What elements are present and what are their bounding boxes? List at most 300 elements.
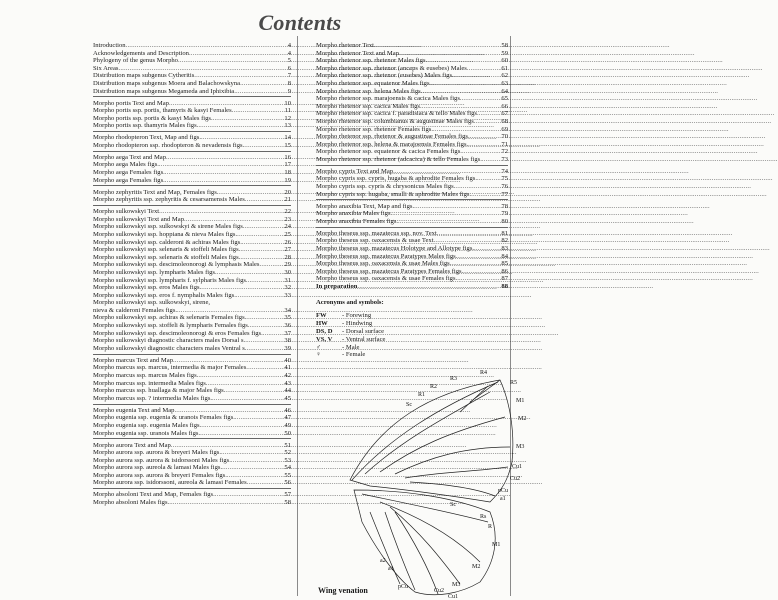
toc-entry[interactable] <box>93 100 291 108</box>
toc-entry-page: 5 <box>287 57 291 65</box>
toc-entry[interactable] <box>93 364 291 372</box>
toc-entry[interactable] <box>93 307 291 315</box>
venation-label: Cu1 <box>512 464 523 470</box>
toc-entry[interactable] <box>93 479 291 487</box>
toc-entry-page: 35 <box>284 314 291 322</box>
toc-entry[interactable] <box>93 161 291 169</box>
leader-dots <box>249 322 283 330</box>
section-divider <box>93 185 291 186</box>
toc-entry-title: Distribution maps subgenus Cytheritis <box>93 72 195 80</box>
leader-dots <box>451 260 500 268</box>
leader-dots <box>482 156 501 164</box>
toc-entry-page: 31 <box>284 276 291 284</box>
leader-dots <box>217 269 284 277</box>
toc-entry-title: Morpho portis ssp. portis & kasyi Males figs. <box>93 114 213 122</box>
leader-dots <box>422 88 500 96</box>
toc-entry-title: Morpho absoloni Text and Map, Females figs. <box>93 491 215 499</box>
toc-entry[interactable] <box>93 80 291 88</box>
toc-entry-title: Morpho cypris ssp. hugaba, smalli & aphrodite Males figs. <box>316 190 472 198</box>
toc-entry-page: 82 <box>501 237 508 245</box>
toc-entry[interactable] <box>93 107 291 115</box>
legend-item <box>316 328 508 336</box>
leader-dots <box>457 275 500 283</box>
leader-dots <box>177 307 283 315</box>
venation-label: a1 <box>388 566 394 572</box>
toc-entry-title: Morpho rhetenor ssp. helena & marajoensis Females figs. <box>316 140 469 148</box>
toc-entry-page: 27 <box>284 246 291 254</box>
legend-value: - Forewing <box>342 312 372 320</box>
toc-entry[interactable] <box>93 269 291 277</box>
toc-entry-title: Morpho aurora ssp. aurora & breyeri Females figs. <box>93 471 227 479</box>
toc-entry[interactable] <box>93 499 291 507</box>
leader-dots <box>169 499 283 507</box>
toc-entry-title: Introduction <box>93 42 126 49</box>
toc-entry-title: Morpho marcus ssp. marcus Males figs. <box>93 372 199 379</box>
toc-entry[interactable] <box>93 57 291 65</box>
toc-entry[interactable] <box>93 330 291 338</box>
leader-dots <box>173 357 283 365</box>
toc-entry[interactable] <box>93 177 291 185</box>
toc-entry-page: 45 <box>284 394 291 402</box>
toc-entry-page: 76 <box>501 183 508 191</box>
leader-dots <box>479 110 501 118</box>
toc-entry[interactable] <box>316 72 508 80</box>
legend-title: Acronyms and symbols: <box>316 298 384 306</box>
toc-entry-page: 23 <box>284 215 291 223</box>
toc-entry-title: Morpho sulkowskyi Text <box>93 208 160 216</box>
toc-entry[interactable] <box>93 464 291 472</box>
toc-entry-page: 6 <box>287 64 291 72</box>
toc-entry[interactable] <box>316 210 508 218</box>
toc-entry[interactable] <box>93 357 291 365</box>
toc-entry[interactable] <box>316 191 508 199</box>
toc-entry-title: Morpho portis ssp. thamyris Males figs. <box>93 122 199 130</box>
toc-entry[interactable] <box>316 218 508 226</box>
leader-dots <box>242 239 284 247</box>
toc-entry[interactable] <box>93 387 291 395</box>
toc-entry-page: 71 <box>501 140 508 148</box>
toc-entry-page: 53 <box>284 456 291 464</box>
leader-dots <box>455 183 500 191</box>
legend-key: ♂ <box>316 343 321 351</box>
leader-dots <box>232 107 284 115</box>
toc-entry-title: Morpho sulkowskyi ssp. lympharis Males figs. <box>93 268 217 276</box>
toc-entry[interactable] <box>316 275 508 283</box>
toc-entry-page: 57 <box>284 491 291 499</box>
toc-entry-title: Acknowledgements and Description <box>93 49 189 57</box>
leader-dots <box>476 118 501 126</box>
toc-entry[interactable] <box>93 292 291 300</box>
toc-entry-page: 58 <box>501 42 508 49</box>
toc-entry-page: 4 <box>287 42 291 49</box>
toc-entry[interactable] <box>93 277 291 285</box>
leader-dots <box>245 337 283 345</box>
venation-label: Sc <box>450 502 456 508</box>
toc-entry-page: 54 <box>284 464 291 472</box>
legend-key: DS, D <box>316 327 333 335</box>
legend-item <box>316 351 508 359</box>
leader-dots <box>462 148 500 156</box>
leader-dots <box>437 230 501 238</box>
leader-dots <box>240 254 283 262</box>
leader-dots <box>260 261 284 269</box>
toc-entry[interactable] <box>93 196 291 204</box>
toc-entry[interactable] <box>93 246 291 254</box>
leader-dots <box>165 177 284 185</box>
toc-entry-title: Morpho zephyritis ssp. zephyritis & cesarsamensis Males <box>93 196 245 204</box>
leader-dots <box>467 65 501 73</box>
toc-entry[interactable] <box>316 237 508 245</box>
leader-dots <box>159 161 283 169</box>
acronyms-legend <box>316 299 508 360</box>
toc-entry[interactable] <box>93 42 291 50</box>
toc-entry-title: Distribution maps subgenus Megameda and Iphixibia <box>93 87 235 95</box>
leader-dots <box>198 372 283 380</box>
toc-entry-page: 21 <box>284 196 291 204</box>
toc-entry-title: Morpho theseus ssp. mazatecus ssp. nov. Text <box>316 229 437 237</box>
toc-entry-title: Morpho sulkowskyi ssp. eros f. nymphalis Males figs. <box>93 291 236 299</box>
toc-entry[interactable] <box>93 457 291 465</box>
toc-entry-title: nieva & calderoni Females figs. <box>93 306 178 314</box>
toc-entry-page: 62 <box>501 72 508 80</box>
toc-entry[interactable] <box>93 115 291 123</box>
toc-entry-page: 67 <box>501 110 508 118</box>
leader-dots <box>457 253 500 261</box>
toc-entry-title: Morpho rhetenor ssp. cacica Males figs. <box>316 102 422 110</box>
toc-entry[interactable] <box>93 208 291 216</box>
venation-label: Rs <box>480 514 487 520</box>
toc-entry-page: 34 <box>284 306 291 314</box>
toc-entry-title: Morpho rhetenor ssp. equatenor Males figs. <box>316 79 432 87</box>
toc-entry-page: 11 <box>284 107 291 115</box>
toc-entry[interactable] <box>93 134 291 142</box>
legend-value: - Hindwing <box>342 320 373 328</box>
leader-dots <box>234 88 287 96</box>
venation-label: Cu1 <box>448 594 459 600</box>
leader-dots <box>118 65 286 73</box>
toc-entry-title: Morpho rhetenor ssp. rhetenor Males figs. <box>316 57 428 65</box>
toc-entry[interactable] <box>93 88 291 96</box>
toc-entry-page: 72 <box>501 148 508 156</box>
toc-entry[interactable] <box>316 283 508 291</box>
section-divider <box>316 199 508 200</box>
toc-entry-title: Morpho theseus ssp. oaxacensis & usae Males figs. <box>316 260 452 268</box>
section-divider <box>93 151 291 152</box>
toc-entry[interactable] <box>316 126 508 134</box>
toc-entry[interactable] <box>93 231 291 239</box>
toc-entry[interactable] <box>93 407 291 415</box>
leader-dots <box>468 141 500 149</box>
toc-entry-page: 25 <box>284 230 291 238</box>
toc-entry-page: 74 <box>501 167 508 175</box>
leader-dots <box>263 330 284 338</box>
toc-entry-page: 47 <box>284 414 291 422</box>
leader-dots <box>246 364 283 372</box>
toc-entry[interactable] <box>93 189 291 197</box>
toc-entry-title: Morpho theseus ssp. oaxacensis & usae Text <box>316 237 434 245</box>
toc-entry-page: 43 <box>284 379 291 387</box>
leader-dots <box>194 72 286 80</box>
toc-entry-page: 85 <box>501 260 508 268</box>
toc-entry-page: 37 <box>284 329 291 337</box>
toc-entry-title: Morpho eugenia ssp. uranois Males figs. <box>93 429 201 437</box>
toc-entry-title: Morpho sulkowskyi ssp. lympharis f. sylpharis Males figs. <box>93 276 248 284</box>
legend-value: - Dorsal surface <box>342 327 385 335</box>
toc-entry-title: Morpho theseus ssp. mazatecus Holotype and Allotype figs. <box>316 244 475 252</box>
leader-dots <box>215 491 284 499</box>
leader-dots <box>159 208 283 216</box>
leader-dots <box>247 479 284 487</box>
toc-entry[interactable] <box>316 156 508 164</box>
toc-entry[interactable] <box>93 239 291 247</box>
toc-entry[interactable] <box>93 72 291 80</box>
toc-entry[interactable] <box>316 253 508 261</box>
toc-entry-title: Morpho aega Females figs. <box>93 176 165 184</box>
toc-entry-page: 7 <box>287 72 291 80</box>
toc-entry[interactable] <box>316 65 508 73</box>
leader-dots <box>240 246 283 254</box>
leader-dots <box>213 115 284 123</box>
toc-entry[interactable] <box>93 395 291 403</box>
toc-entry[interactable] <box>93 491 291 499</box>
toc-entry-title: Morpho rhetenor Text and Map <box>316 49 399 57</box>
toc-entry-title: Morpho rhetenor ssp. rhetenor Females figs. <box>316 125 434 133</box>
toc-entry[interactable] <box>316 245 508 253</box>
toc-entry[interactable] <box>316 95 508 103</box>
toc-entry-title: Morpho rhodopteron Text, Map and figs. <box>93 134 202 142</box>
toc-entry-page: 18 <box>284 169 291 177</box>
toc-entry-title: Morpho portis ssp. portis, thamyris & kasyi Females <box>93 107 232 115</box>
toc-entry-page: 69 <box>501 125 508 133</box>
toc-entry-page: 40 <box>284 356 291 364</box>
toc-entry-page: 77 <box>501 190 508 198</box>
toc-entry[interactable] <box>316 133 508 141</box>
toc-entry-title: Morpho sulkowskyi ssp. sulkowskyi & sirene Males figs. <box>93 223 245 231</box>
leader-dots <box>414 203 500 211</box>
toc-entry-page: 65 <box>501 95 508 103</box>
toc-entry-title: Morpho sulkowskyi diagnostic characters males Ventral s. <box>93 344 247 352</box>
legend-key: HW <box>316 320 328 328</box>
toc-entry[interactable] <box>316 110 508 118</box>
toc-entry[interactable] <box>93 442 291 450</box>
toc-entry[interactable] <box>316 230 508 238</box>
toc-entry[interactable] <box>316 268 508 276</box>
toc-entry-title: Morpho marcus ssp. intermedia Males figs. <box>93 379 208 387</box>
toc-entry-page: 41 <box>284 364 291 372</box>
leader-dots <box>126 42 287 50</box>
toc-entry[interactable] <box>316 168 508 176</box>
leader-dots <box>178 57 287 65</box>
leader-dots <box>169 100 283 108</box>
toc-entry[interactable] <box>93 449 291 457</box>
venation-label: R <box>488 524 493 530</box>
toc-entry[interactable] <box>316 50 508 58</box>
section-divider <box>93 488 291 489</box>
page-title: Contents <box>258 10 342 35</box>
toc-entry-page: 78 <box>501 202 508 210</box>
legend-value: - Female <box>342 351 366 359</box>
toc-entry[interactable] <box>316 57 508 65</box>
toc-entry[interactable] <box>316 260 508 268</box>
toc-entry-title: Morpho sulkowskyi ssp. descimoleonorogi & eros Females figs. <box>93 329 263 337</box>
toc-entry-page: 73 <box>501 155 508 163</box>
toc-entry-title: Morpho sulkowskyi ssp. stoffeli & lympharis Females figs. <box>93 322 250 330</box>
toc-entry-title: Morpho rhetenor ssp. marajoensis & cacica Males figs. <box>316 95 462 103</box>
toc-entry-page: 56 <box>284 479 291 487</box>
toc-entry-page: 24 <box>284 223 291 231</box>
venation-label: pCu <box>498 488 509 494</box>
legend-value: - Male <box>342 343 360 351</box>
legend-item <box>316 320 508 328</box>
toc-entry-title: Morpho eugenia Text and Map <box>93 406 175 414</box>
toc-entry-page: 64 <box>501 87 508 95</box>
leader-dots <box>470 133 501 141</box>
toc-entry-title: Morpho sulkowskyi diagnostic characters males Dorsal s. <box>93 337 246 345</box>
legend-key: FW <box>316 312 327 320</box>
leader-dots <box>201 134 283 142</box>
toc-entry-title: Morpho rhetenor ssp. equatenor & cacica Females figs. <box>316 148 462 156</box>
leader-dots <box>221 449 283 457</box>
toc-entry-title: Morpho absoloni Males figs. <box>93 499 170 507</box>
toc-entry[interactable] <box>93 472 291 480</box>
toc-entry-page: 30 <box>284 268 291 276</box>
toc-entry[interactable] <box>93 430 291 438</box>
toc-entry-page: 52 <box>284 449 291 457</box>
leader-dots <box>189 50 287 58</box>
leader-dots <box>218 189 283 197</box>
leader-dots <box>463 268 500 276</box>
toc-entry[interactable] <box>93 223 291 231</box>
toc-entry[interactable] <box>316 103 508 111</box>
toc-entry[interactable] <box>93 142 291 150</box>
toc-entry-title: Morpho aurora ssp. aurora & breyeri Males figs. <box>93 449 221 457</box>
toc-entry[interactable] <box>93 372 291 380</box>
toc-entry[interactable] <box>93 337 291 345</box>
toc-entry[interactable] <box>93 122 291 130</box>
toc-entry-title: Morpho sulkowskyi ssp. sulkowskyi, sirene, <box>93 299 211 307</box>
toc-entry-page: 13 <box>284 122 291 130</box>
toc-entry[interactable] <box>93 284 291 292</box>
toc-entry-page: 63 <box>501 79 508 87</box>
toc-entry[interactable] <box>93 414 291 422</box>
leader-dots <box>245 196 284 204</box>
venation-label: Sc <box>406 402 412 408</box>
toc-entry-title: Morpho rhetenor ssp. helena Males figs. <box>316 87 423 95</box>
toc-entry[interactable] <box>316 175 508 183</box>
toc-entry[interactable] <box>93 380 291 388</box>
toc-entry[interactable] <box>93 322 291 330</box>
legend-item <box>316 344 508 352</box>
toc-entry[interactable] <box>316 42 508 50</box>
toc-entry-page: 87 <box>501 275 508 283</box>
toc-entry[interactable] <box>316 80 508 88</box>
toc-entry-title: In preparation <box>316 282 358 290</box>
toc-entry-page: 22 <box>284 208 291 216</box>
hindwing-outline <box>354 490 495 595</box>
section-divider <box>93 354 291 355</box>
toc-entry-page: 33 <box>284 291 291 299</box>
toc-entry-page: 32 <box>284 284 291 292</box>
toc-entry-title: Morpho rhodopteron ssp. rhodopteron & nevadensis figs. <box>93 141 245 149</box>
toc-entry-page: 16 <box>284 153 291 161</box>
toc-entry[interactable] <box>93 261 291 269</box>
toc-entry-page: 81 <box>501 229 508 237</box>
toc-entry-page: 51 <box>284 441 291 449</box>
toc-entry-title: Morpho rhetenor ssp. columbianus & augustinae Males figs. <box>316 117 476 125</box>
venation-label: Cu2 <box>510 476 521 482</box>
section-divider <box>93 131 291 132</box>
leader-dots <box>427 57 500 65</box>
toc-entry[interactable] <box>93 65 291 73</box>
contents-left-column <box>93 42 291 598</box>
toc-entry[interactable] <box>316 148 508 156</box>
leader-dots <box>236 292 284 300</box>
toc-entry-title: Morpho eugenia ssp. eugenia & uranois Females figs. <box>93 414 235 422</box>
legend-key: VS, V <box>316 335 333 343</box>
toc-entry-title: Morpho marcus Text and Map <box>93 356 173 364</box>
toc-entry-page: 14 <box>284 134 291 142</box>
toc-entry[interactable] <box>316 183 508 191</box>
leader-dots <box>434 237 501 245</box>
toc-entry-title: Phylogeny of the genus Morpho <box>93 57 178 65</box>
toc-entry[interactable] <box>93 314 291 322</box>
toc-entry[interactable] <box>93 154 291 162</box>
toc-entry[interactable] <box>93 254 291 262</box>
toc-entry-title: Morpho theseus ssp. oaxacensis & usae Females figs. <box>316 275 458 283</box>
toc-entry-title: Morpho cypris ssp. cypris & chrysonicus Males figs. <box>316 183 456 191</box>
toc-entry-page: 8 <box>287 79 291 87</box>
leader-dots <box>235 414 283 422</box>
toc-entry-page: 19 <box>284 176 291 184</box>
toc-entry[interactable] <box>316 203 508 211</box>
leader-dots <box>477 175 500 183</box>
toc-entry[interactable] <box>93 216 291 224</box>
toc-entry-title: Morpho aurora ssp. aurora & isidorssoni Males figs. <box>93 456 231 464</box>
toc-entry-page: 12 <box>284 114 291 122</box>
leader-dots <box>392 210 500 218</box>
leader-dots <box>237 231 283 239</box>
toc-entry-page: 38 <box>284 337 291 345</box>
toc-entry-page: 58 <box>284 499 291 507</box>
venation-label: R2 <box>430 384 438 390</box>
toc-entry-title: Morpho anaxibia Females figs. <box>316 217 399 225</box>
legend-value: - Ventral surface <box>342 335 386 343</box>
toc-entry[interactable] <box>93 345 291 353</box>
venation-label: R3 <box>450 376 458 382</box>
toc-entry-page: 9 <box>287 87 291 95</box>
leader-dots <box>184 216 283 224</box>
toc-entry-page: 10 <box>284 99 291 107</box>
toc-entry-page: 17 <box>284 161 291 169</box>
toc-entry[interactable] <box>93 422 291 430</box>
toc-entry-title: Morpho marcus ssp. ? intermedia Males figs. <box>93 394 213 402</box>
toc-entry-title: Morpho aega Males figs. <box>93 161 159 169</box>
toc-entry[interactable] <box>316 88 508 96</box>
toc-entry-page: 84 <box>501 252 508 260</box>
toc-entry-title: Morpho aega Females figs. <box>93 169 165 177</box>
toc-entry[interactable] <box>93 299 291 307</box>
toc-entry[interactable] <box>316 118 508 126</box>
leader-dots <box>357 283 500 291</box>
legend-item <box>316 312 508 320</box>
venation-label: a2 <box>380 558 386 564</box>
toc-entry-title: Morpho sulkowskyi ssp. descimoleonorogi & lymphasis Males <box>93 261 260 269</box>
toc-entry[interactable] <box>93 169 291 177</box>
toc-entry-page: 26 <box>284 238 291 246</box>
toc-entry-title: Morpho rhetenor ssp. cacica f. paradisiaca & tello Males figs. <box>316 110 479 118</box>
toc-entry[interactable] <box>93 50 291 58</box>
toc-entry[interactable] <box>316 141 508 149</box>
